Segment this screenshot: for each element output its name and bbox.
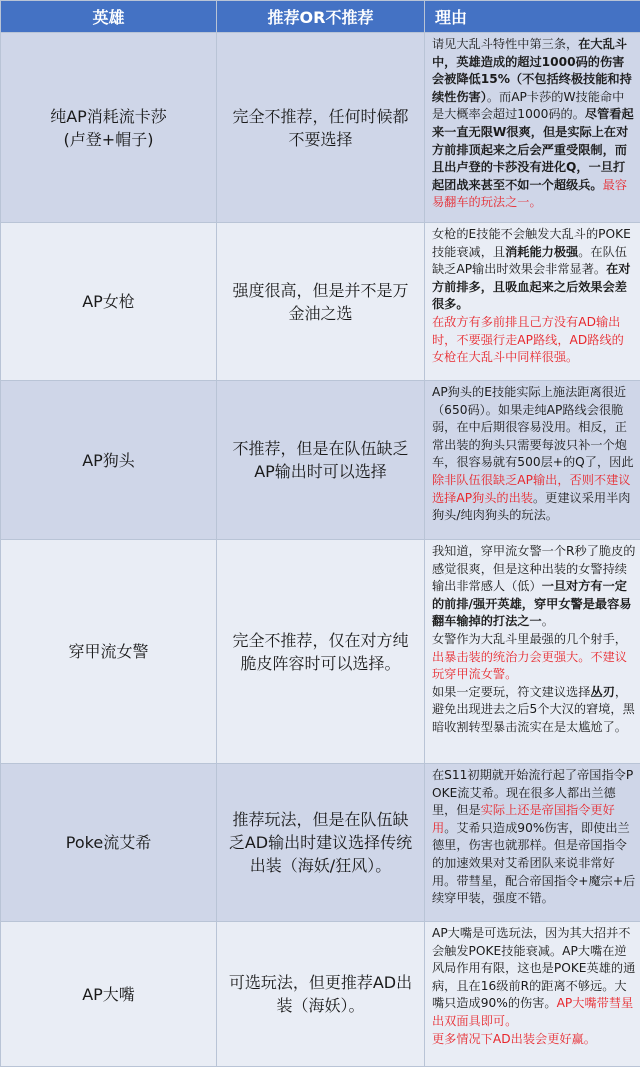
reason-paragraph [432,684,636,737]
recommendation-cell: 完全不推荐，仅在对方纯脆皮阵容时可以选择。 [217,540,425,764]
reason-text: AP大嘴是可选玩法，因为其大招并不会触发POKE技能衰减。AP大嘴在逆风局作用有限，这也是POKE英雄的通病，且在16级前R的距离不够远。大嘴只造成90%的伤害。 [432,926,635,1010]
reason-text-highlight: 在敌方有多前排且己方没有AD输出时，不要强行走AP路线，AD路线的女枪在大乱斗中同样很强。 [432,315,624,364]
reason-text: ，避免出现进去之后5个大汉的窘境，黑暗收割转型暴击流实在是太尴尬了。 [432,685,635,734]
table-row [1,922,640,1067]
recommendation-cell: 可选玩法，但更推荐AD出装（海妖）。 [217,922,425,1067]
hero-cell [1,540,217,764]
reason-text: 。 [542,614,554,628]
reason-paragraph [432,36,636,212]
reason-text: 。艾希只造成90%伤害，即使出兰德里，伤害也就那样。但是帝国指令的加速效果对艾希团队来说非常好用。带彗星，配合帝国指令+魔宗+后续穿甲装，强度不错。 [432,821,635,905]
reason-cell [425,922,640,1067]
reason-text-highlight: 除非队伍很缺乏AP输出，否则不建议选择AP狗头的出装 [432,473,631,505]
recommendation-cell: 强度很高，但是并不是万金油之选 [217,223,425,381]
reason-text: 我知道，穿甲流女警一个R秒了脆皮的感觉很爽，但是这种出装的女警持续输出非常感人（低） [432,544,635,593]
reason-text: 。在队伍缺乏AP输出时效果会非常显著。 [432,245,627,277]
reason-text-highlight: AP大嘴带彗星出双面具即可。 [432,996,633,1028]
reason-text-highlight: 更多情况下AD出装会更好赢。 [432,1032,596,1046]
reason-text-bold: 尽管看起来一直无限W很爽，但是实际上在对方前排顶起来之后会严重受限制，而且出卢登的卡莎没有进化Q，一旦打起团战来甚至不如一个超级兵。 [432,107,634,191]
table-row [1,223,640,381]
reason-text: 。而AP卡莎的W技能命中是大概率会超过1000码的。 [432,90,624,122]
hero-name: Poke流艾希 [66,833,151,852]
reason-text-bold: 一旦对方有一定的前排/强开英雄，穿甲女警是最容易翻车输掉的打法之一 [432,579,631,628]
reason-text: 请见大乱斗特性中第三条， [432,37,578,51]
hero-cell [1,223,217,381]
reason-cell [425,33,640,223]
header-recommend: 推荐OR不推荐 [217,1,425,33]
hero-name: AP大嘴 [82,985,135,1004]
reason-cell [425,223,640,381]
reason-paragraph [432,226,636,314]
hero-cell [1,33,217,223]
reason-paragraph [432,384,636,525]
reason-cell [425,540,640,764]
table-row [1,540,640,764]
reason-text: AP狗头的E技能实际上施法距离很近（650码）。如果走纯AP路线会很脆弱，在中后期很容易没用。相反，正常出装的狗头只需要每波只补一个炮车，很容易就有500层+的Q了，因此 [432,385,634,469]
reason-text: 如果一定要玩，符文建议选择 [432,685,590,699]
table-row [1,381,640,540]
table-row [1,764,640,922]
reason-paragraph [432,543,636,631]
reason-text-bold: 丛刃 [590,685,614,699]
reason-paragraph [432,767,636,908]
hero-name: AP女枪 [82,292,135,311]
hero-cell [1,922,217,1067]
reason-paragraph [432,925,636,1031]
reason-text-bold: 消耗能力极强 [505,245,578,259]
header-hero: 英雄 [1,1,217,33]
hero-cell [1,764,217,922]
reason-text-highlight: 最容易翻车的玩法之一。 [432,178,627,210]
reason-cell [425,381,640,540]
reason-cell [425,764,640,922]
reason-text-bold: 在大乱斗中，英雄造成的超过1000码的伤害会被降低15%（不包括终极技能和持续性伤害） [432,37,632,104]
header-row [1,1,640,33]
hero-name: 纯AP消耗流卡莎 (卢登+帽子) [50,107,167,149]
reason-text-highlight: 实际上还是帝国指令更好用 [432,803,615,835]
reason-text: 在S11初期就开始流行起了帝国指令POKE流艾希。现在很多人都出兰德里，但是 [432,768,633,817]
reason-text-highlight: 出暴击装的统治力会更强大。不建议玩穿甲流女警。 [432,650,627,682]
reason-paragraph [432,631,636,684]
reason-text-bold: 在对方前排多，且吸血起来之后效果会差很多。 [432,262,631,311]
hero-name: 穿甲流女警 [68,642,148,661]
recommendation-cell: 推荐玩法，但是在队伍缺乏AD输出时建议选择传统出装（海妖/狂风）。 [217,764,425,922]
reason-paragraph [432,1031,636,1049]
reason-paragraph [432,314,636,367]
reason-text: 。更建议采用半肉狗头/纯肉狗头的玩法。 [432,491,631,523]
hero-name: AP狗头 [82,451,135,470]
reason-text: 女警作为大乱斗里最强的几个射手， [432,632,627,646]
reason-text: 女枪的E技能不会触发大乱斗的POKE技能衰减，且 [432,227,631,259]
header-reason: 理由 [425,1,640,33]
recommendation-cell: 不推荐，但是在队伍缺乏AP输出时可以选择 [217,381,425,540]
recommendation-cell: 完全不推荐，任何时候都不要选择 [217,33,425,223]
hero-cell [1,381,217,540]
table-row [1,33,640,223]
